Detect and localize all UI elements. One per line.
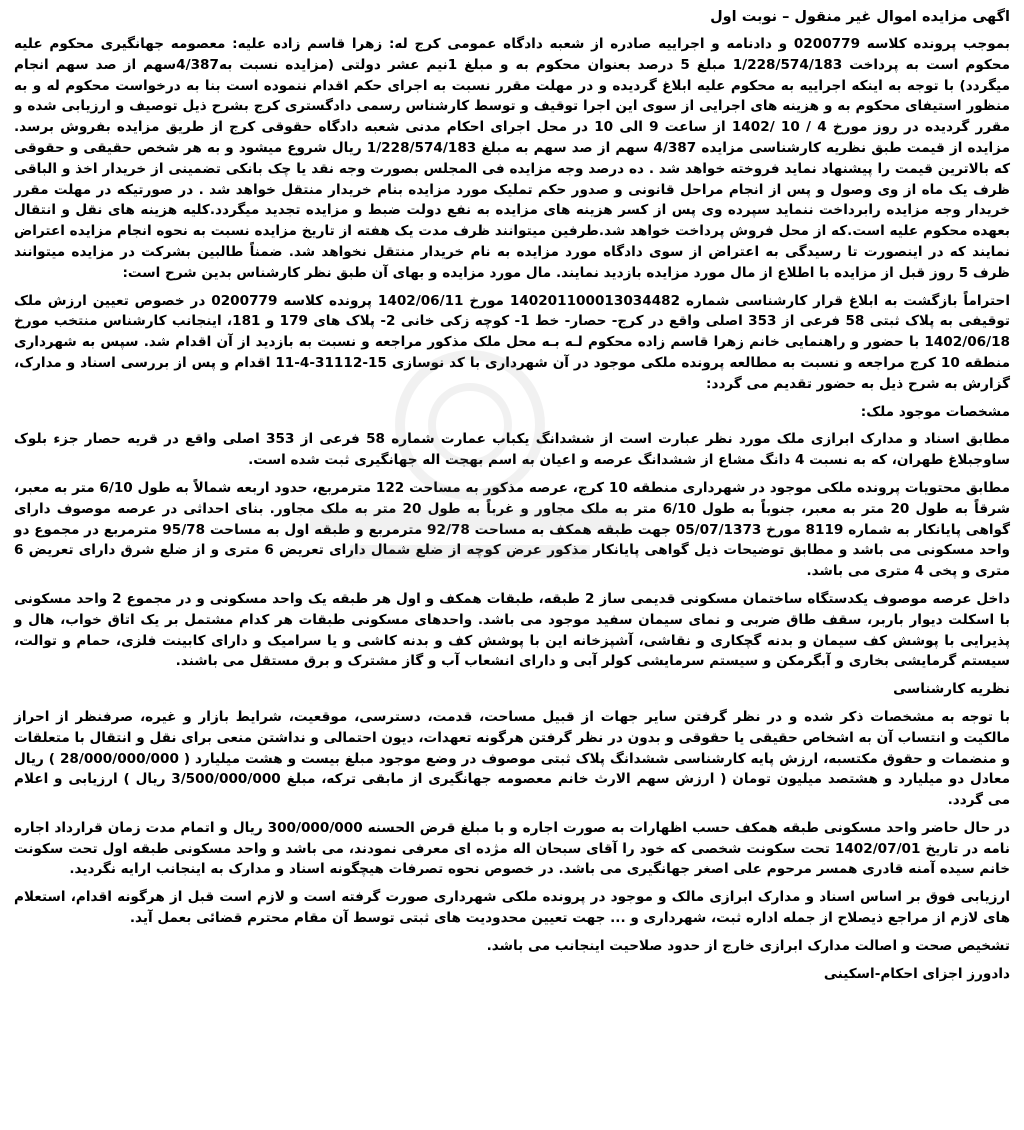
expert-intro-paragraph: احتراماً بازگشت به ابلاغ قرار کارشناسی شماره 140201100013034482 مورخ 1402/06/11 پرونده کلاسه 0200779 در خصوص تعیین ارزش ملک توقیفی به پلاک ثبتی 58 فرعی از 353 اصلی واقع در کرج- حصار- خط 1- کوچه زکی خانی 2- پلاک های 179 و 181، اینجانب کارشناس منتخب مورخ 1402/06/18 با حضور و راهنمایی خانم زهرا قاسم زاده محکوم لـه بـه محل ملک مذکور مراجعه و نسبت به بازدید از آن اقدام شد. سپس به شهرداری منطقه 10 کرج مراجعه و نسبت به مطالعه پرونده ملکی موجود در آن شهرداری با کد نوسازی 15-31112-4-11 اقدام و پس از بررسی اسناد و مدارک، گزارش به شرح ذیل به حضور تقدیم می گردد: — [14, 292, 1010, 392]
property-paragraph-3: داخل عرصه موصوف یکدستگاه ساختمان مسکونی قدیمی ساز 2 طبقه، طبقات همکف و اول هر طبقه یک واحد مسکونی و در مجموع 2 واحد مسکونی با اسکلت دیوار باربر، سقف طاق ضربی و نمای سیمان سفید موجود می باشد. واحدهای مسکونی طبقات هر کدام مشتمل بر یک اتاق خواب، هال و پذیرایی با پوشش کف سیمان و بدنه گچکاری و نقاشی، آشپزخانه این با پوشش کف و بدنه کاشی و یا سرامیک و دارای کابینت فلزی، حمام و توالت، سیستم گرمایشی بخاری و آبگرمکن و سیستم سرمایشی کولر آبی و دارای انشعاب آب و گاز مشترک و برق مستقل می باشند. — [14, 590, 1010, 670]
signature-line: دادورز اجزای احکام-اسکینی — [823, 965, 1010, 982]
property-paragraph-2: مطابق محتویات پرونده ملکی موجود در شهرداری منطقه 10 کرج، عرصه مذکور به مساحت 122 مترمربع، حدود اربعه شمالاً به طول 6/10 متر به معبر، شرقاً به طول 20 متر به معبر، جنوباً به طول 6/10 متر به ملک مجاور و غرباً به طول 20 متر به ملک مجاور. بنای احداثی در عرصه موصوف دارای گواهی پایانکار به شماره 8119 مورخ 05/07/1373 جهت طبقه همکف به مساحت 92/78 مترمربع و طبقه اول به مساحت 95/78 مترمربع در مجموع دو واحد مسکونی می باشد و مطابق توضیحات ذیل گواهی پایانکار مذکور عرض کوچه از ضلع شمال دارای تعریض 6 متری و از ضلع شرق دارای تعریض 6 متری و پخی 4 متری می باشد. — [14, 479, 1011, 580]
opinion-paragraph-2: در حال حاضر واحد مسکونی طبقه همکف حسب اظهارات به صورت اجاره و با مبلغ قرض الحسنه 300/000/000 ریال و اتمام مدت زمان قرارداد اجاره نامه در تاریخ 1402/07/01 تحت سکونت شخصی که خود را آقای سبحان اله مژده ای معرفی نمودند، می باشد و واحد مسکونی طبقه اول تحت سکونت خانم سیده آمنه قادری همسر مرحوم علی اصغر جهانگیری می باشد. در خصوص نحوه تصرفات هیچگونه اسناد و مدارک به اینجانب ارایه نگردید. — [14, 819, 1010, 878]
expert-opinion-heading: نظریه کارشناسی — [893, 681, 1010, 698]
property-paragraph-1: مطابق اسناد و مدارک ابرازی ملک مورد نظر عبارت است از ششدانگ یکباب عمارت شماره 58 فرعی از 353 اصلی واقع در قریه حصار جزء بلوک ساوجبلاغ طهران، که به نسبت 4 دانگ مشاع از ششدانگ عرصه و اعیان به اسم بهجت اله جهانگیری ثبت شده است. — [14, 431, 1010, 469]
notice-title: اگهی مزایده اموال غیر منقول – نوبت اول — [710, 9, 1010, 25]
intro-paragraph: بموجب پرونده کلاسه 0200779 و دادنامه و اجراییه صادره از شعبه دادگاه عمومی کرج له: زهرا قاسم زاده علیه: معصومه جهانگیری محکوم علیه محکوم است به پرداخت 1/228/574/183 مبلغ 5 درصد بعنوان محکوم به و مبلغ 1نیم عشر دولتی (مزایده نسبت به4/387سهم از صد سهم انجام میگردد) با توجه به اینکه اجراییه به محکوم علیه ابلاغ گردیده و در مهلت مقرر نسبت به اجرای حکم اقدام ننموده است بنا به درخواست محکوم له و به منظور استیفای محکوم به و هزینه های اجرایی از سوی این اجرا توقیف و توسط کارشناس رسمی دادگستری کرج بشرح ذیل توصیف و ارزیابی شده و مقرر گردیده در روز مورخ 4 / 10 /1402 از ساعت 9 الی 10 در محل اجرای احکام مدنی شعبه دادگاه حقوقی کرج از طریق مزایده بفروش برسد. مزایده از قیمت طبق نظریه کارشناسی مزایده 4/387 سهم از صد سهم به مبلغ 1/228/574/183 ریال شروع میشود و به هر شخص حقیقی و حقوقی که بالاترین قیمت را پیشنهاد نماید فروخته خواهد شد . ده درصد وجه مزایده فی المجلس بصورت وجه نقد یا چک بانکی تضمینی از خریدار اخذ و الباقی ظرف یک ماه از وی وصول و پس از انجام مراحل قانونی و صدور حکم تملیک مورد مزایده بنام خریدار منتقل خواهد شد . در صورتیکه در مهلت مقرر خریدار وجه مزایده رابرداخت ننماید سپرده وی پس از کسر هزینه های مزایده به نفع دولت ضبط و مزایده تجدید میگردد.کلیه هزینه های نقل و انتقال بعهده محکوم علیه است.که از محل فروش پرداخت خواهد شد.طرفین میتوانند ظرف مدت یک هفته از تاریخ مزایده نسبت به نحوه انجام مزایده اعتراض نمایند که در اینصورت تا رسیدگی به اعتراض از سوی دادگاه مورد مزایده به نام خریدار منتقل نخواهد شد. ضمناً طالبین بشرکت در مزایده میتوانند ظرف 5 روز قبل از مزایده با اطلاع از مال مورد مزایده بازدید نمایند. مال مورد مزایده و بهای آن طبق نظر کارشناس بدین شرح است: — [14, 36, 1010, 281]
property-specs-heading: مشخصات موجود ملک: — [860, 403, 1010, 420]
opinion-paragraph-4: تشخیص صحت و اصالت مدارک ابرازی خارج از حدود صلاحیت اینجانب می باشد. — [486, 937, 1010, 954]
opinion-paragraph-3: ارزیابی فوق بر اساس اسناد و مدارک ابرازی مالک و موجود در پرونده ملکی شهرداری صورت گرفته است و لازم است قبل از هرگونه اقدام، استعلام های لازم از مراجع ذیصلاح از جمله اداره ثبت، شهرداری و ... جهت تعیین محدودیت های ثبتی توسط آن مقام محترم قضائی بعمل آید. — [14, 889, 1010, 927]
opinion-paragraph-1: با توجه به مشخصات ذکر شده و در نظر گرفتن سایر جهات از قبیل مساحت، قدمت، دسترسی، موقعیت، شرایط بازار و غیره، صرفنظر از احراز مالکیت و انتساب آن به اشخاص حقیقی یا حقوقی و بدون در نظر گرفتن هرگونه تعهدات، دیون احتمالی و نداشتن منعی برای نقل و انتقال با متعلقات و منضمات و حقوق مکتسبه، ارزش پایه کارشناسی ششدانگ پلاک ثبتی موصوف در وضع موجود مبلغ بیست و هشت میلیارد ( 28/000/000/000 ) ریال معادل دو میلیارد و هشتصد میلیون تومان ( ارزش سهم الارث خانم معصومه جهانگیری از مابقی ترکه، مبلغ 3/500/000/000 ریال ) ارزیابی و اعلام می گردد. — [14, 708, 1011, 809]
